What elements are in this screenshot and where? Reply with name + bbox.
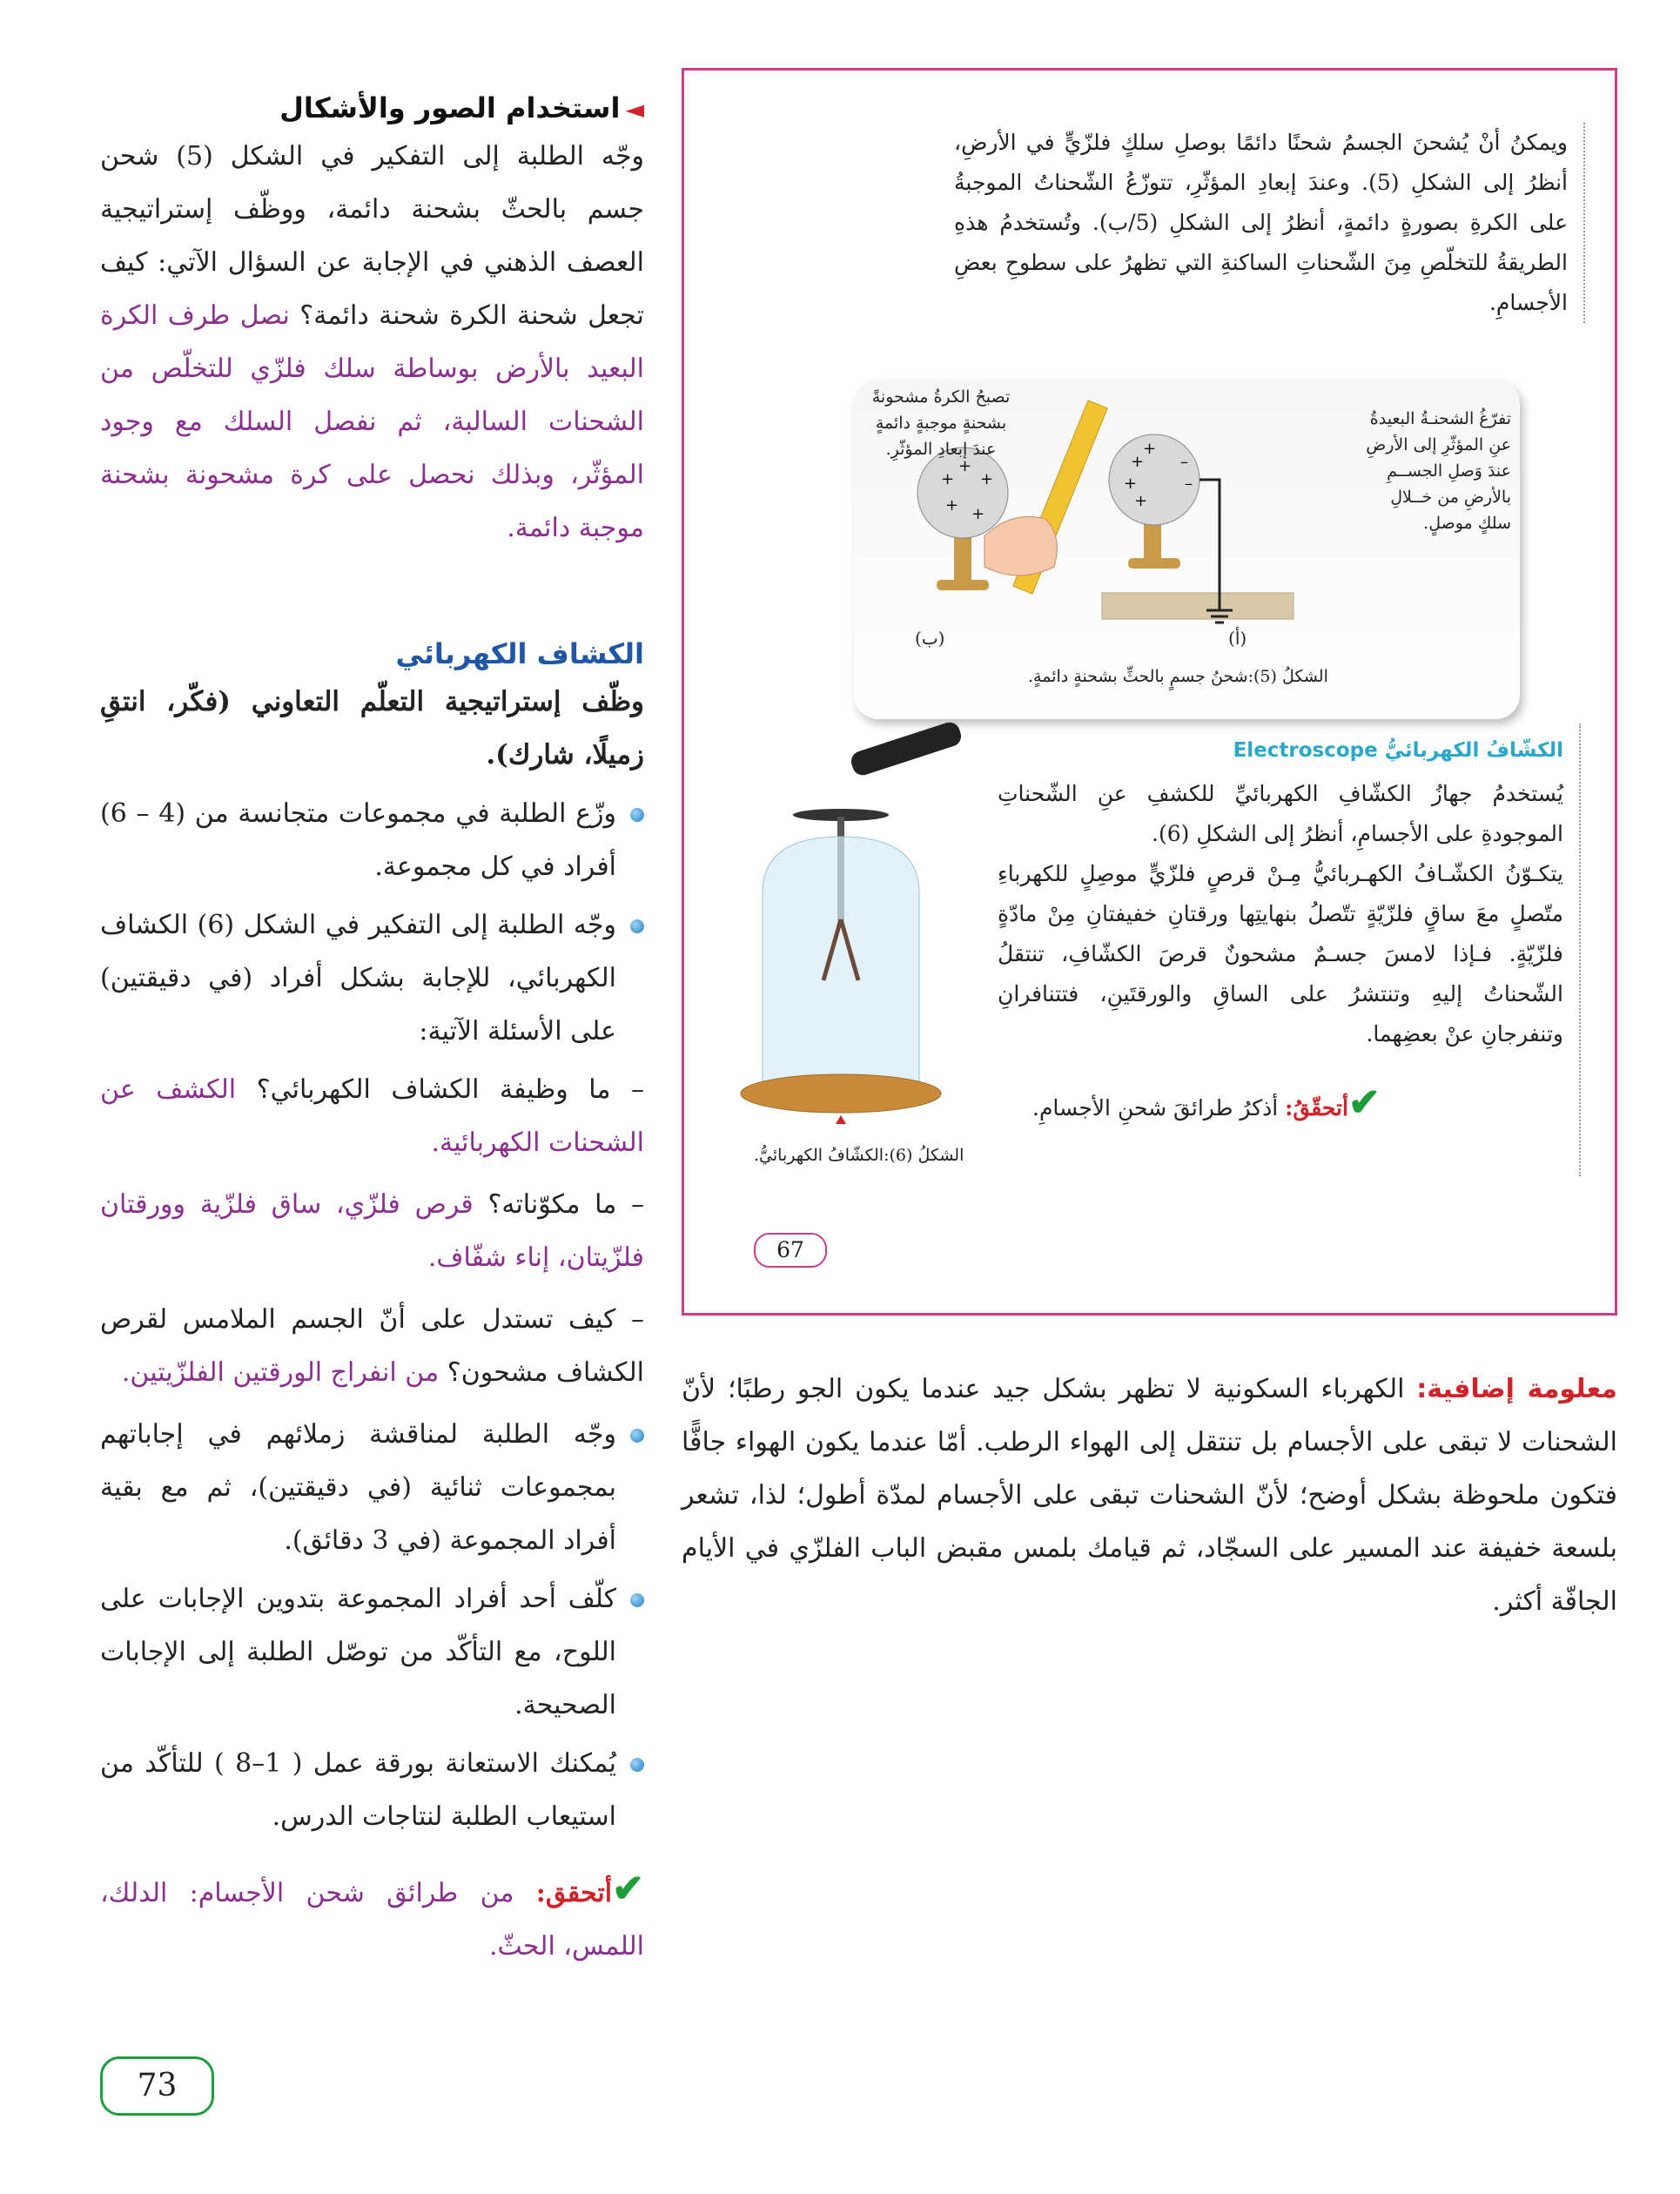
fig6-caption: الشكلُ (6):الكشّافُ الكهربائيُّ. — [754, 1146, 964, 1165]
section-heading-electroscope: الكشاف الكهربائي — [395, 637, 644, 670]
hand — [984, 517, 1057, 576]
bullet-dot-icon — [630, 919, 644, 933]
images-paragraph: وجّه الطلبة إلى التفكير في الشكل (5) شحن جسم بالحثّ بشحنة دائمة، ووظّف إستراتيجية العصف الذهني في الإجابة عن السؤال الآتي: كيف تجعل شحنة الكرة شحنة دائمة؟ نصل طرف الكرة البعيد بالأرض بوساطة سلك فلزّي للتخلّص من الشحنات السالبة، ثم نفصل السلك مع وجود المؤثّر، وبذلك نحصل على كرة مشحونة بشحنة موجبة دائمة. — [100, 141, 644, 543]
triangle-marker-icon — [836, 1115, 846, 1124]
answer-text: نصل طرف الكرة البعيد بالأرض بوساطة سلك فلزّي للتخلّص من الشحنات السالبة، ثم نفصل السلك مع وجود المؤثّر، وبذلك نحصل على كرة مشحونة بشحنة موجبة دائمة. — [100, 300, 644, 543]
electroscope-p1: يُستخدمُ جهازُ الكشّافِ الكهربائيِّ للكشفِ عنِ الشّحناتِ الموجودةِ على الأجسامِ، أنظرُ إلى الشكلِ (6). — [998, 781, 1563, 846]
fig5-part-b-label: (ب) — [915, 628, 945, 649]
plus-sign: + — [1134, 492, 1148, 510]
steps-list — [100, 787, 644, 1058]
checkmark-icon: ✔ — [612, 1867, 644, 1911]
strategy-line: وظّف إستراتيجية التعلّم التعاوني (فكّر، انتقِ زميلًا، شارك). — [100, 686, 644, 771]
section-heading-images: ◄استخدام الصور والأشكال — [279, 91, 644, 125]
list-item: يُمكنك الاستعانة بورقة عمل ( 1–8 ) للتأكّد من استيعاب الطلبة لنتاجات الدرس. — [100, 1737, 644, 1843]
ground-wire — [1200, 480, 1220, 610]
figure-6 — [719, 719, 971, 1128]
plus-sign: + — [1143, 440, 1157, 458]
plus-sign: + — [1131, 453, 1145, 471]
plus-sign: + — [945, 496, 959, 515]
fig5-label-a: تفرّغُ الشحنـةُ البعيدةُ عنِ المؤثّرِ إلى الأرضِ عندَ وَصلِ الجســمِ بالأرضِ من خــلالِ سلكٍ موصلٍ. — [1366, 409, 1511, 533]
list-item: وزّع الطلبة في مجموعات متجانسة من (4 – 6) أفراد في كل مجموعة. — [100, 787, 644, 893]
fig5-caption: الشكلُ (5):شحنُ جسمٍ بالحثِّ بشحنةٍ دائمةٍ. — [1028, 667, 1328, 686]
question-3: – كيف تستدل على أنّ الجسم الملامس لقرص الكشاف مشحون؟ من انفراج الورقتين الفلزّيتين. — [100, 1304, 644, 1388]
plus-sign: + — [941, 470, 955, 488]
bullet-dot-icon — [630, 1758, 644, 1772]
question-1: – ما وظيفة الكشاف الكهربائي؟ الكشف عن الشحنات الكهربائية. — [100, 1074, 644, 1158]
list-item: وجّه الطلبة لمناقشة زملائهم في إجاباتهم بمجموعات ثنائية (في دقيقتين)، ثم مع بقية أفراد المجموعة (في 3 دقائق). — [100, 1408, 644, 1567]
table-base — [1102, 593, 1294, 619]
plus-sign: + — [971, 505, 985, 523]
electroscope-illustration — [719, 719, 971, 1128]
electroscope-p2: يتكـوّنُ الكشّـافُ الكهـربائيُّ مِـنْ قرصٍ فلزّيٍّ موصِلٍ للكهرباءِ متّصلٍ معَ ساقٍ فلزّيّةٍ تتّصلُ بنهايتِها ورقتانِ خفيفتانِ مِنْ مادّةٍ فلزّيّةٍ. فـإذا لامسَ جسـمٌ مشحونٌ قرصَ الكشّافِ، تنتقلُ الشّحناتُ إليهِ وتنتشرُ على الساقِ والورقتَينِ، فتتنافرانِ وتنفرجانِ عنْ بعضِهما. — [998, 861, 1563, 1047]
plus-sign: + — [958, 457, 972, 475]
electroscope-heading: الكشّافُ الكهربائيُّ Electroscope — [1233, 739, 1563, 762]
glass-jar — [763, 837, 919, 1085]
list-item: وجّه الطلبة إلى التفكير في الشكل (6) الكشاف الكهربائي، للإجابة بشكل أفراد (في دقيقتين) على الأسئلة الآتية: — [100, 898, 644, 1058]
list-item: كلّف أحد أفراد المجموعة بتدوين الإجابات على اللوح، مع التأكّد من توصّل الطلبة إلى الإجابات الصحيحة. — [100, 1572, 644, 1732]
page-number: 73 — [100, 2056, 214, 2116]
fig5-part-a-label: (أ) — [1228, 628, 1247, 649]
minus-sign: – — [1185, 474, 1193, 493]
extra-info — [682, 1363, 1617, 1628]
plus-sign: + — [1124, 474, 1138, 493]
wooden-base — [741, 1074, 941, 1113]
question-2: – ما مكوّناته؟ قرص فلزّي، ساق فلزّية وورقتان فلزّيتان، إناء شفّاف. — [100, 1189, 645, 1273]
extra-info-text: الكهرباء السكونية لا تظهر بشكل جيد عندما يكون الجو رطبًا؛ لأنّ الشحنات لا تبقى على الأجسام بل تنتقل إلى الهواء الرطب. أمّا عندما يكون الهواء جافًّا فتكون ملحوظة بشكل أوضح؛ لأنّ الشحنات تبقى على الأجسام لمدّة أطول؛ لذا، تشعر بلسعة خفيفة عند المسير على السجّاد، ثم قيامك بلمس مقبض الباب الفلزّي في الأيام الجافّة أكثر. — [682, 1374, 1617, 1617]
minus-sign: – — [1180, 453, 1188, 471]
bullet-dot-icon — [630, 808, 644, 822]
teacher-notes-column — [100, 91, 644, 1973]
book-check-note: ✔أتحقّقُ: أذكرُ طرائقَ شحنِ الأجسامِ. — [1032, 1080, 1381, 1125]
fig5-label-b: تصبحُ الكرةُ مشحونةً بشحنةٍ موجبةٍ دائمةٍ عندَ إبعادِ المؤثّرِ. — [871, 387, 1011, 459]
check-note: ✔أتحقق: من طرائق شحن الأجسام: الدلك، اللمس، الحثّ. — [100, 1867, 644, 1962]
checkmark-icon: ✔ — [1347, 1080, 1381, 1125]
charged-rod — [849, 720, 964, 778]
intro-paragraph: ويمكنُ أنْ يُشحنَ الجسمُ شحنًا دائمًا بوصلِ سلكٍ فلزّيٍّ في الأرضِ، أنظرُ إلى الشكلِ (5). وعندَ إبعادِ المؤثّرِ، تتوزّعُ الشّحناتُ الموجبةُ على الكرةِ بصورةٍ دائمةٍ، أنظرُ إلى الشكلِ (5/ب). وتُستخدمُ هذهِ الطريقةُ للتخلّصِ مِنَ الشّحناتِ الساكنةِ التي تظهرُ على سطوحِ بعضِ الأجسامِ. — [954, 123, 1585, 323]
bullet-dot-icon — [630, 1593, 644, 1607]
bullet-dot-icon — [630, 1429, 644, 1443]
steps-list-2 — [100, 1408, 644, 1843]
student-book-page — [682, 68, 1617, 1316]
book-page-number: 67 — [754, 1233, 827, 1268]
plus-sign: + — [980, 470, 994, 488]
extra-info-label: معلومة إضافية: — [1416, 1374, 1617, 1404]
triangle-bullet-icon: ◄ — [625, 95, 644, 124]
